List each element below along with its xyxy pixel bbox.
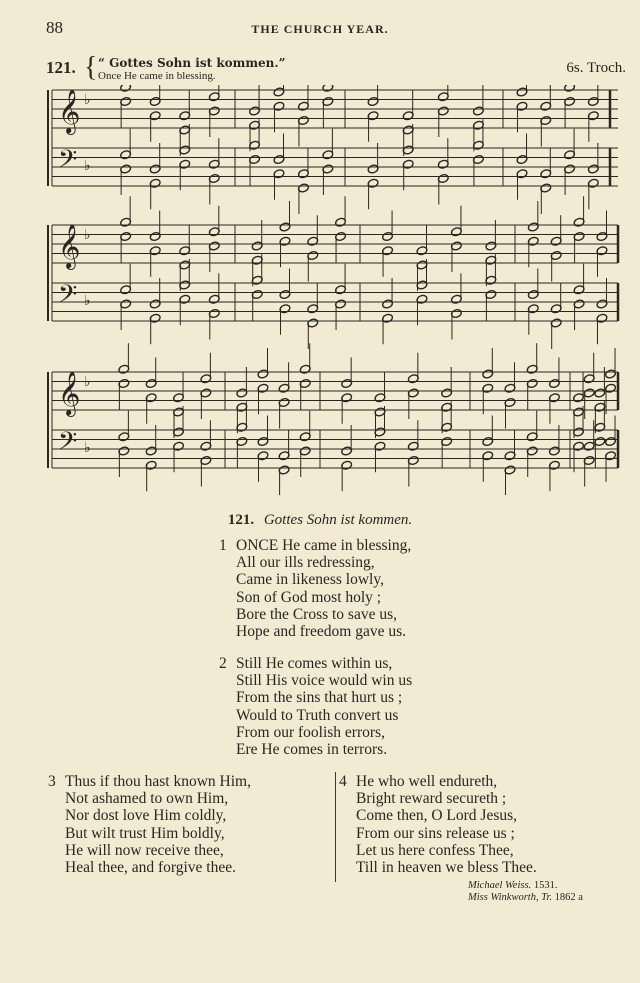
- flat-sign: ♭: [84, 158, 91, 174]
- author-credit: [468, 880, 583, 892]
- treble-clef: 𝄞: [58, 371, 81, 415]
- page-number: 88: [46, 18, 63, 37]
- stanza-line: Thus if thou hast known Him,: [65, 773, 251, 790]
- flat-sign: ♭: [84, 293, 91, 309]
- stanza-line: Ere He comes in terrors.: [236, 741, 388, 759]
- stanza-1: [219, 537, 412, 641]
- music-score: [40, 85, 630, 495]
- flat-sign: ♭: [84, 227, 91, 243]
- stanza-line: From our sins release us ;: [356, 824, 515, 842]
- translator-credit: [468, 892, 583, 904]
- stanza-line: Nor dost love Him coldly,: [65, 807, 227, 825]
- flat-sign: ♭: [84, 374, 91, 390]
- stanza-line: From the sins that hurt us ;: [236, 689, 403, 707]
- treble-clef: 𝄞: [58, 224, 81, 268]
- stanza-4: [339, 773, 537, 877]
- stanza-line: Hope and freedom gave us.: [236, 623, 407, 641]
- stanza-line: Son of God most holy ;: [236, 588, 382, 606]
- translator-name: Miss Winkworth, Tr.: [468, 892, 553, 903]
- stanza-number: 2: [219, 655, 227, 672]
- flat-sign: ♭: [84, 440, 91, 456]
- tune-name-english: Once He came in blessing.: [98, 70, 216, 82]
- credits: [468, 880, 583, 904]
- stanza-line: Heal thee, and forgive thee.: [65, 859, 236, 877]
- author-year: 1531.: [533, 880, 558, 891]
- stanza-line: ONCE He came in blessing,: [236, 537, 412, 554]
- flat-sign: ♭: [84, 92, 91, 108]
- stanza-2: [219, 655, 413, 759]
- bass-clef: 𝄢: [58, 280, 78, 315]
- hymn-text-name: Gottes Sohn ist kommen.: [263, 512, 413, 528]
- bass-clef: 𝄢: [58, 427, 78, 462]
- stanza-3: [48, 773, 251, 877]
- stanza-line: Still He comes within us,: [236, 655, 393, 672]
- bass-clef: 𝄢: [58, 145, 78, 180]
- translator-year: 1862 a: [554, 892, 583, 903]
- brace: {: [84, 52, 98, 83]
- tune-name-german: “ Gottes Sohn ist kommen.”: [98, 56, 286, 70]
- stanza-line: Bore the Cross to save us,: [236, 605, 398, 623]
- stanza-number: 4: [339, 773, 347, 790]
- stanza-line: Bright reward secureth ;: [356, 790, 507, 808]
- running-head: THE CHURCH YEAR.: [251, 22, 389, 36]
- treble-clef: 𝄞: [58, 89, 81, 133]
- stanza-line: Would to Truth convert us: [236, 706, 399, 724]
- author-name: Michael Weiss.: [468, 880, 532, 891]
- hymn-number: 121.: [46, 58, 76, 77]
- stanza-number: 1: [219, 537, 227, 554]
- stanza-line: Still His voice would win us: [236, 672, 413, 690]
- hymn-text-number: 121.: [227, 512, 255, 528]
- stanza-number: 3: [48, 773, 56, 790]
- stanza-line: He who well endureth,: [356, 773, 498, 790]
- column-divider: [335, 772, 336, 882]
- stanza-line: Not ashamed to own Him,: [65, 790, 229, 808]
- hymn-meter: 6s. Troch.: [566, 60, 626, 76]
- stanza-line: Come then, O Lord Jesus,: [356, 807, 518, 825]
- hymn-text-title: [0, 512, 640, 529]
- stanza-line: He will now receive thee,: [65, 841, 224, 859]
- stanza-line: Came in likeness lowly,: [236, 571, 384, 589]
- hymn-header: [46, 54, 626, 84]
- stanza-line: All our ills redressing,: [236, 554, 375, 572]
- stanza-line: From our foolish errors,: [236, 723, 385, 741]
- stanza-line: Let us here confess Thee,: [356, 841, 514, 859]
- stanza-line: Till in heaven we bless Thee.: [356, 859, 537, 877]
- stanza-line: But wilt trust Him boldly,: [65, 824, 225, 842]
